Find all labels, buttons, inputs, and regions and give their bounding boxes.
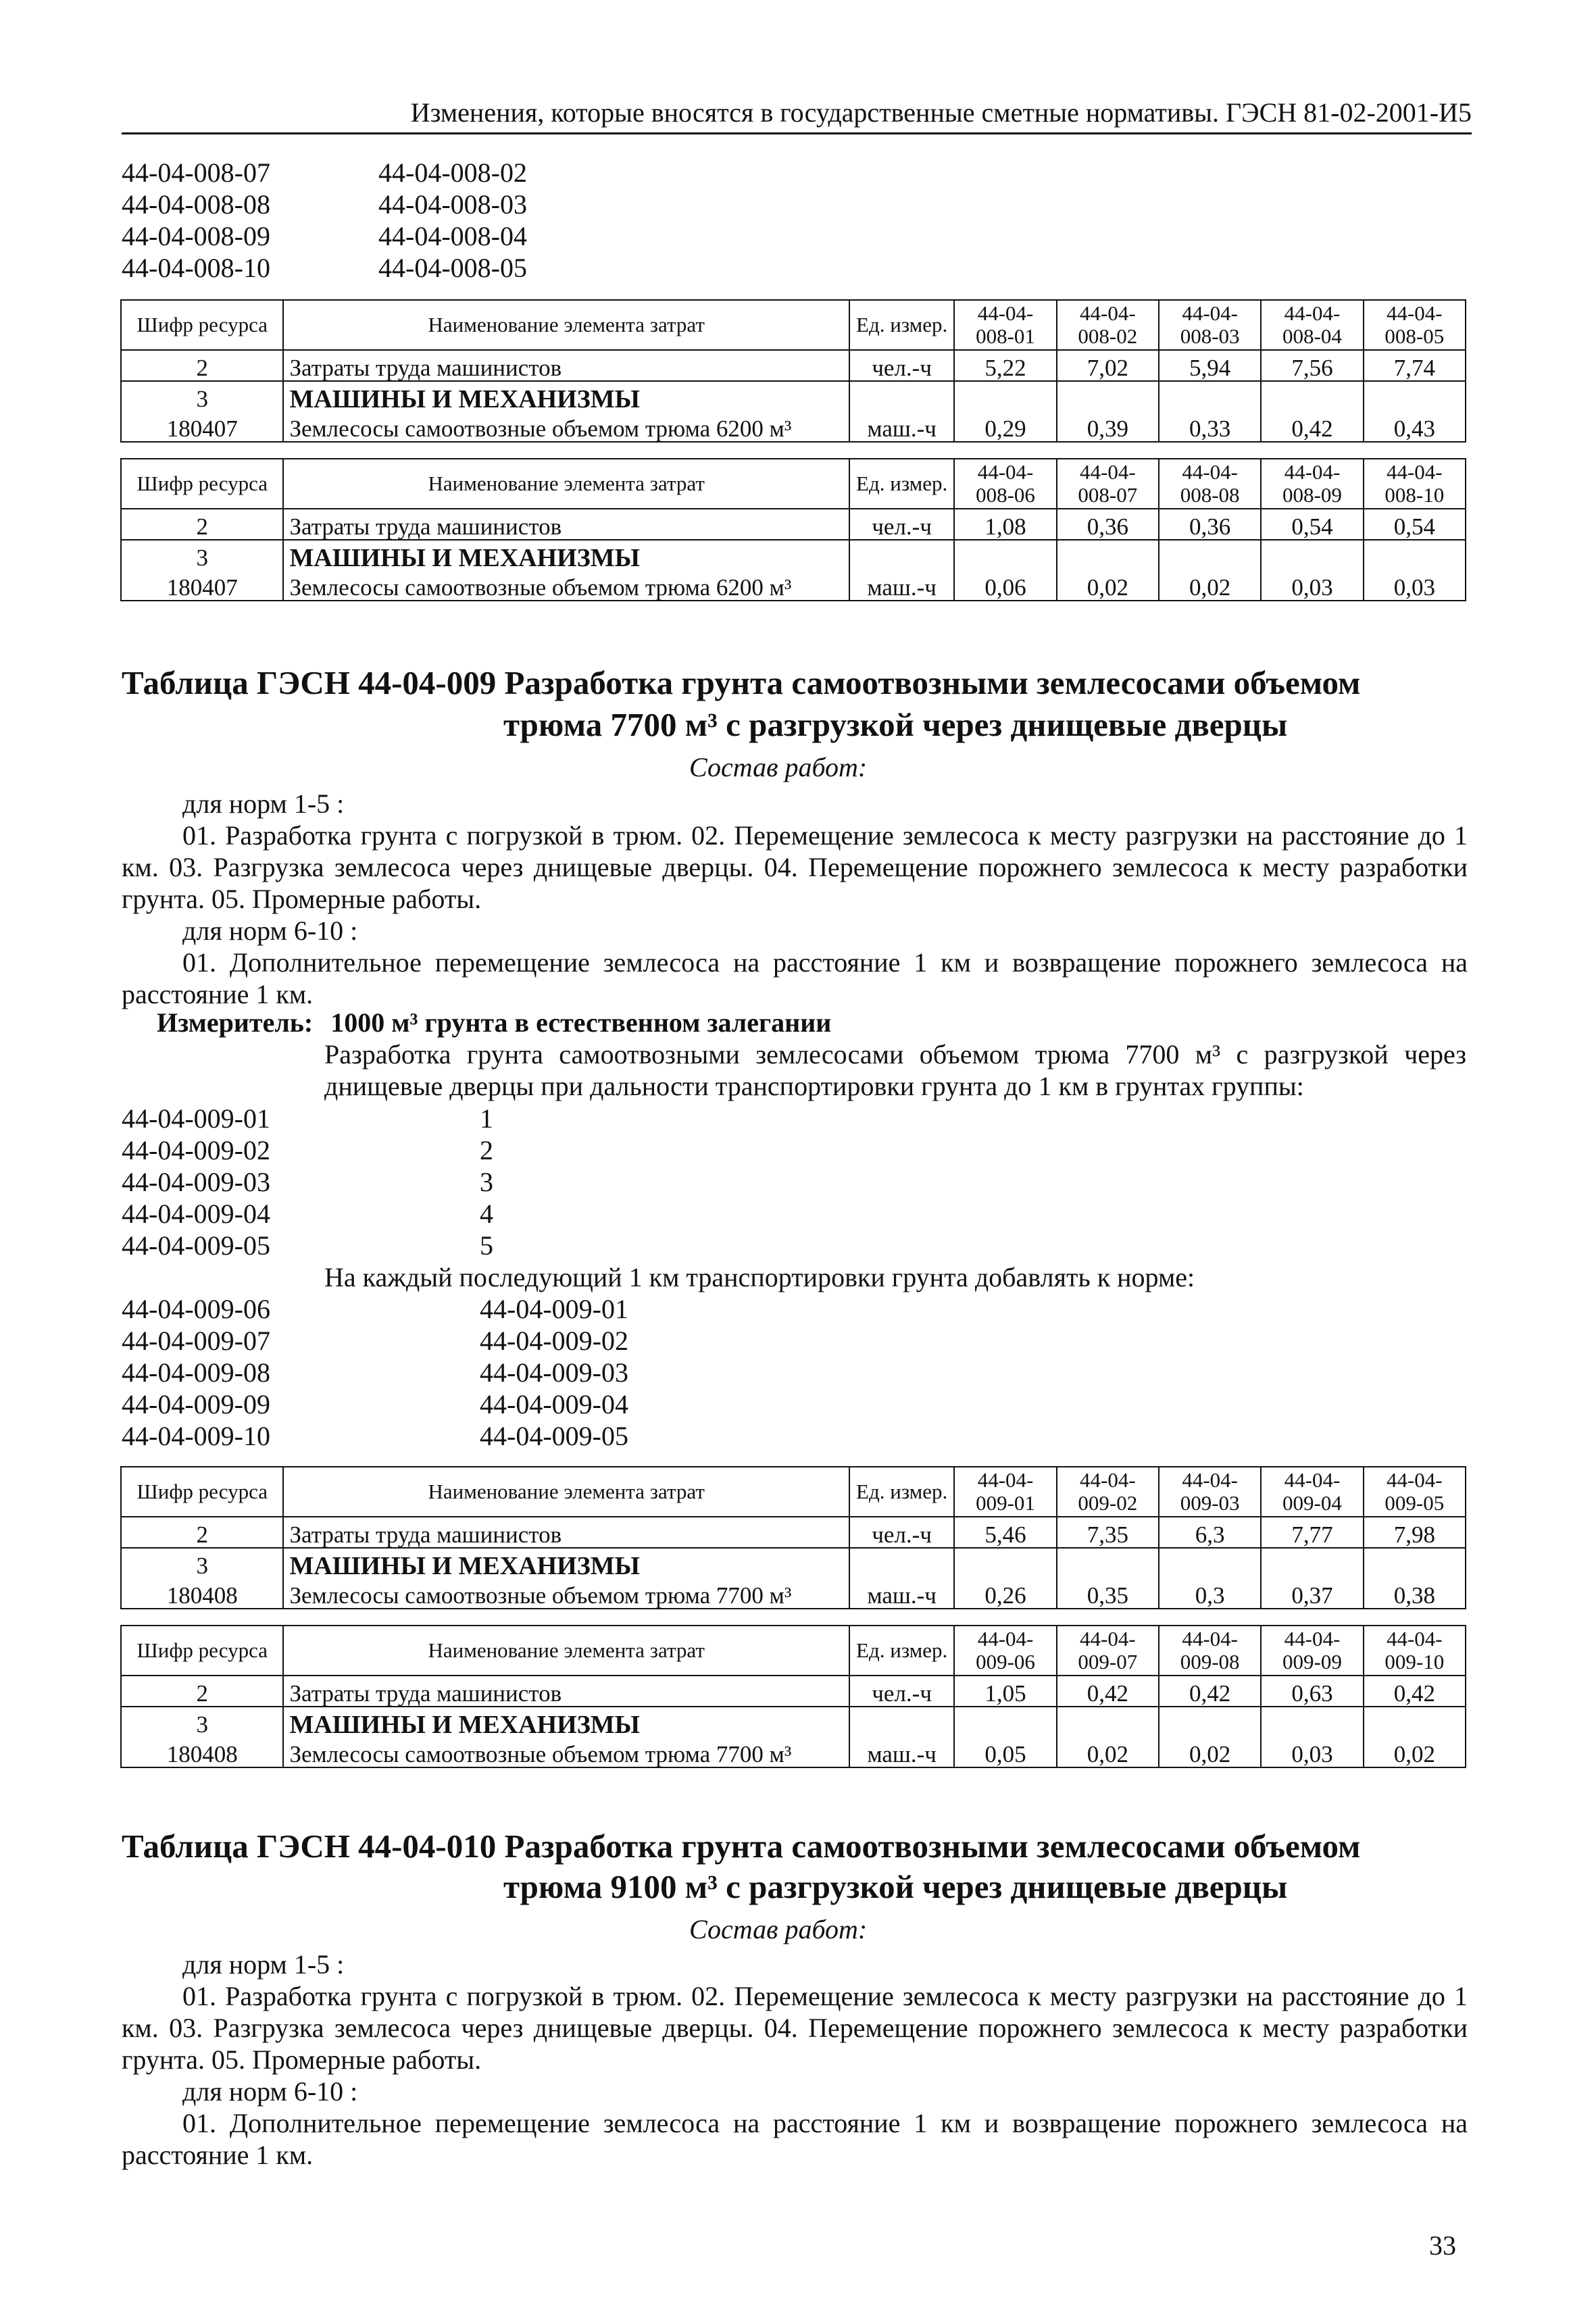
cell-unit: чел.-ч (849, 350, 954, 381)
cell-section-title: МАШИНЫ И МЕХАНИЗМЫ (283, 1548, 849, 1578)
ref-row (122, 252, 527, 284)
cell-value: 0,03 (1261, 1737, 1363, 1767)
add-ref-row (122, 1357, 628, 1388)
cell-name: Землесосы самоотвозные объемом трюма 6200 м³ (283, 411, 849, 442)
table-header-row (121, 1626, 1466, 1676)
cell-value: 1,05 (954, 1676, 1056, 1707)
cell-value: 0,03 (1364, 570, 1466, 601)
header-code: Шифр ресурса (121, 1626, 283, 1676)
ref-row (122, 188, 527, 220)
cell-value: 0,43 (1364, 411, 1466, 442)
table-row (121, 1578, 1466, 1609)
norms-label: для норм 6-10 : (182, 915, 358, 946)
norm-description: Разработка грунта самоотвозными землесосами объемом трюма 7700 м³ с разгрузкой через днищевые дверцы при дальности транспортировки грунта до 1 км в грунтах группы: (324, 1039, 1466, 1101)
meter-value: 1000 м³ грунта в естественном залегании (330, 1007, 832, 1038)
ref-code: 44-04-008-07 (122, 157, 270, 188)
add-ref-target: 44-04-009-02 (480, 1326, 628, 1356)
section-title-010-line2: трюма 9100 м³ с разгрузкой через днищевые дверцы (503, 1868, 1288, 1905)
header-col: 44-04-008-08 (1159, 459, 1261, 509)
cell-value: 0,35 (1057, 1578, 1159, 1609)
cell-value: 7,02 (1057, 350, 1159, 381)
cell-value: 0,36 (1159, 509, 1261, 540)
cell-value: 5,94 (1159, 350, 1261, 381)
header-col: 44-04-009-09 (1261, 1626, 1363, 1676)
table-row (121, 350, 1466, 381)
composition-heading: Состав работ: (689, 1914, 868, 1944)
cell-empty (1057, 381, 1159, 411)
cell-name: Затраты труда машинистов (283, 1517, 849, 1548)
norms-text: 01. Дополнительное перемещение землесоса на расстояние 1 км и возвращение порожнего землесоса на расстояние 1 км. (122, 947, 1468, 1009)
cell-code: 2 (121, 509, 283, 540)
cell-value: 0,38 (1364, 1578, 1466, 1609)
norm-table-008-06-10 (120, 458, 1466, 601)
header-col: 44-04-008-04 (1261, 300, 1363, 350)
cell-value: 5,22 (954, 350, 1056, 381)
group-value: 1 (480, 1103, 493, 1134)
add-ref-target: 44-04-009-03 (480, 1357, 628, 1388)
cell-code: 2 (121, 1517, 283, 1548)
table-header-row (121, 1467, 1466, 1517)
add-ref-row (122, 1420, 628, 1452)
cell-empty (1057, 1707, 1159, 1737)
group-value: 3 (480, 1167, 493, 1197)
cell-empty (1364, 1548, 1466, 1578)
cell-value: 0,02 (1159, 1737, 1261, 1767)
add-ref-list (122, 1293, 628, 1452)
cell-empty (1261, 1707, 1363, 1737)
cell-section-title: МАШИНЫ И МЕХАНИЗМЫ (283, 381, 849, 411)
composition-heading: Состав работ: (689, 752, 868, 782)
add-ref-target: 44-04-009-04 (480, 1389, 628, 1419)
cell-value: 7,98 (1364, 1517, 1466, 1548)
ref-row (122, 157, 527, 188)
add-ref-code: 44-04-009-09 (122, 1389, 270, 1419)
composition-text-009 (122, 788, 1468, 1010)
cell-value: 5,46 (954, 1517, 1056, 1548)
norms-label: для норм 1-5 : (182, 788, 345, 819)
table-row (121, 570, 1466, 601)
cell-value: 0,03 (1261, 570, 1363, 601)
header-col: 44-04-009-10 (1364, 1626, 1466, 1676)
cell-value: 0,02 (1364, 1737, 1466, 1767)
cell-value: 6,3 (1159, 1517, 1261, 1548)
cell-code: 2 (121, 1676, 283, 1707)
table-row (121, 1517, 1466, 1548)
header-col: 44-04-008-02 (1057, 300, 1159, 350)
header-code: Шифр ресурса (121, 459, 283, 509)
cell-value: 7,56 (1261, 350, 1363, 381)
cell-empty (1261, 381, 1363, 411)
cell-code: 180408 (121, 1737, 283, 1767)
cell-empty (1364, 381, 1466, 411)
header-unit: Ед. измер. (849, 459, 954, 509)
header-col: 44-04-008-03 (1159, 300, 1261, 350)
cell-code: 180408 (121, 1578, 283, 1609)
cell-value: 7,35 (1057, 1517, 1159, 1548)
cell-section-title: МАШИНЫ И МЕХАНИЗМЫ (283, 1707, 849, 1737)
page-number: 33 (1429, 2230, 1456, 2261)
ref-code: 44-04-008-08 (122, 189, 270, 220)
norms-text: 01. Разработка грунта с погрузкой в трюм. 02. Перемещение землесоса к месту разгрузки на расстояние до 1 км. 03. Разгрузка землесоса через днищевые дверцы. 04. Перемещение порожнего землесоса к месту разработки грунта. 05. Промерные работы. (122, 820, 1468, 914)
cell-empty (1159, 1548, 1261, 1578)
add-ref-target: 44-04-009-05 (480, 1421, 628, 1451)
cell-unit: маш.-ч (849, 570, 954, 601)
header-col: 44-04-009-07 (1057, 1626, 1159, 1676)
ref-code: 44-04-008-10 (122, 253, 270, 283)
group-value: 4 (480, 1199, 493, 1229)
ref-code: 44-04-008-09 (122, 221, 270, 251)
table-header-row (121, 300, 1466, 350)
cell-name: Затраты труда машинистов (283, 509, 849, 540)
norm-table-009-01-05 (120, 1466, 1466, 1609)
meter-line (157, 1007, 831, 1038)
add-ref-code: 44-04-009-10 (122, 1421, 270, 1451)
cell-value: 0,39 (1057, 411, 1159, 442)
header-col: 44-04-009-08 (1159, 1626, 1261, 1676)
norms-label: для норм 6-10 : (182, 2076, 358, 2107)
cell-empty (1057, 540, 1159, 570)
cell-name: Землесосы самоотвозные объемом трюма 7700 м³ (283, 1578, 849, 1609)
cell-unit: маш.-ч (849, 1737, 954, 1767)
cell-value: 0,26 (954, 1578, 1056, 1609)
ref-target: 44-04-008-02 (378, 157, 527, 188)
cell-name: Землесосы самоотвозные объемом трюма 6200 м³ (283, 570, 849, 601)
add-ref-row (122, 1325, 628, 1357)
add-ref-code: 44-04-009-08 (122, 1357, 270, 1388)
header-unit: Ед. измер. (849, 1626, 954, 1676)
cell-empty (1364, 540, 1466, 570)
cell-value: 0,54 (1364, 509, 1466, 540)
cell-value: 0,29 (954, 411, 1056, 442)
group-row (122, 1103, 493, 1134)
group-code: 44-04-009-04 (122, 1199, 270, 1229)
add-ref-code: 44-04-009-06 (122, 1294, 270, 1324)
cell-unit: маш.-ч (849, 411, 954, 442)
group-row (122, 1230, 493, 1261)
cell-code: 3 (121, 1548, 283, 1578)
table-row (121, 381, 1466, 411)
cell-empty (1159, 540, 1261, 570)
norm-table-009-06-10 (120, 1625, 1466, 1768)
header-unit: Ед. измер. (849, 300, 954, 350)
norms-text: 01. Разработка грунта с погрузкой в трюм. 02. Перемещение землесоса к месту разгрузки на расстояние до 1 км. 03. Разгрузка землесоса через днищевые дверцы. 04. Перемещение порожнего землесоса к месту разработки грунта. 05. Промерные работы. (122, 1981, 1468, 2075)
group-code: 44-04-009-05 (122, 1230, 270, 1261)
cell-unit: чел.-ч (849, 1676, 954, 1707)
header-name: Наименование элемента затрат (283, 1467, 849, 1517)
cell-unit: маш.-ч (849, 1578, 954, 1609)
cell-empty (954, 540, 1056, 570)
add-ref-code: 44-04-009-07 (122, 1326, 270, 1356)
cell-value: 0,54 (1261, 509, 1363, 540)
table-row (121, 540, 1466, 570)
cell-value: 0,36 (1057, 509, 1159, 540)
cell-empty (954, 381, 1056, 411)
add-per-km-text: На каждый последующий 1 км транспортировки грунта добавлять к норме: (324, 1262, 1195, 1292)
header-col: 44-04-008-10 (1364, 459, 1466, 509)
meter-label: Измеритель: (157, 1007, 314, 1038)
cell-code: 180407 (121, 570, 283, 601)
header-col: 44-04-008-09 (1261, 459, 1363, 509)
group-code: 44-04-009-03 (122, 1167, 270, 1197)
cell-empty (1261, 540, 1363, 570)
ref-target: 44-04-008-04 (378, 221, 527, 251)
cell-value: 0,42 (1261, 411, 1363, 442)
cell-value: 0,42 (1364, 1676, 1466, 1707)
norms-label: для норм 1-5 : (182, 1949, 345, 1980)
table-row (121, 411, 1466, 442)
cell-unit: чел.-ч (849, 1517, 954, 1548)
ref-target: 44-04-008-03 (378, 189, 527, 220)
table-row (121, 1548, 1466, 1578)
cell-name: Землесосы самоотвозные объемом трюма 7700 м³ (283, 1737, 849, 1767)
header-col: 44-04-009-03 (1159, 1467, 1261, 1517)
cell-value: 0,42 (1057, 1676, 1159, 1707)
composition-text-010 (122, 1948, 1468, 2171)
header-col: 44-04-009-06 (954, 1626, 1056, 1676)
cell-code: 2 (121, 350, 283, 381)
group-row (122, 1198, 493, 1230)
cell-empty (1261, 1548, 1363, 1578)
cell-empty (849, 540, 954, 570)
ref-target: 44-04-008-05 (378, 253, 527, 283)
cell-value: 0,02 (1057, 570, 1159, 601)
cell-value: 0,05 (954, 1737, 1056, 1767)
table-row (121, 509, 1466, 540)
cell-empty (849, 381, 954, 411)
cell-value: 0,02 (1159, 570, 1261, 601)
cell-value: 0,37 (1261, 1578, 1363, 1609)
cell-empty (849, 1707, 954, 1737)
group-row (122, 1134, 493, 1166)
group-code: 44-04-009-01 (122, 1103, 270, 1134)
cell-empty (1159, 1707, 1261, 1737)
cell-value: 0,63 (1261, 1676, 1363, 1707)
cell-code: 3 (121, 540, 283, 570)
header-name: Наименование элемента затрат (283, 300, 849, 350)
group-value: 2 (480, 1135, 493, 1165)
top-ref-list (122, 157, 527, 284)
ref-row (122, 220, 527, 252)
section-title-010: Таблица ГЭСН 44-04-010 Разработка грунта самоотвозными землесосами объемом (122, 1828, 1361, 1865)
cell-code: 3 (121, 1707, 283, 1737)
header-name: Наименование элемента затрат (283, 459, 849, 509)
group-value: 5 (480, 1230, 493, 1261)
header-col: 44-04-009-05 (1364, 1467, 1466, 1517)
cell-empty (1057, 1548, 1159, 1578)
add-ref-row (122, 1388, 628, 1420)
add-ref-row (122, 1293, 628, 1325)
cell-value: 0,3 (1159, 1578, 1261, 1609)
cell-value: 0,06 (954, 570, 1056, 601)
cell-value: 0,42 (1159, 1676, 1261, 1707)
cell-value: 1,08 (954, 509, 1056, 540)
table-row (121, 1737, 1466, 1767)
header-col: 44-04-008-06 (954, 459, 1056, 509)
norms-text: 01. Дополнительное перемещение землесоса на расстояние 1 км и возвращение порожнего землесоса на расстояние 1 км. (122, 2108, 1468, 2170)
header-col: 44-04-009-04 (1261, 1467, 1363, 1517)
group-row (122, 1166, 493, 1198)
header-col: 44-04-008-05 (1364, 300, 1466, 350)
header-col: 44-04-008-07 (1057, 459, 1159, 509)
norm-table-008-01-05 (120, 299, 1466, 443)
cell-code: 3 (121, 381, 283, 411)
section-title-009: Таблица ГЭСН 44-04-009 Разработка грунта самоотвозными землесосами объемом (122, 664, 1361, 701)
cell-value: 7,74 (1364, 350, 1466, 381)
cell-code: 180407 (121, 411, 283, 442)
header-col: 44-04-008-01 (954, 300, 1056, 350)
cell-empty (1159, 381, 1261, 411)
cell-value: 7,77 (1261, 1517, 1363, 1548)
cell-name: Затраты труда машинистов (283, 1676, 849, 1707)
cell-value: 0,02 (1057, 1737, 1159, 1767)
group-code: 44-04-009-02 (122, 1135, 270, 1165)
cell-section-title: МАШИНЫ И МЕХАНИЗМЫ (283, 540, 849, 570)
cell-empty (954, 1707, 1056, 1737)
header-code: Шифр ресурса (121, 300, 283, 350)
cell-name: Затраты труда машинистов (283, 350, 849, 381)
running-header: Изменения, которые вносятся в государственные сметные нормативы. ГЭСН 81-02-2001-И5 (122, 93, 1472, 134)
cell-value: 0,33 (1159, 411, 1261, 442)
header-unit: Ед. измер. (849, 1467, 954, 1517)
table-row (121, 1676, 1466, 1707)
cell-empty (1364, 1707, 1466, 1737)
table-header-row (121, 459, 1466, 509)
header-col: 44-04-009-02 (1057, 1467, 1159, 1517)
header-col: 44-04-009-01 (954, 1467, 1056, 1517)
cell-unit: чел.-ч (849, 509, 954, 540)
cell-empty (954, 1548, 1056, 1578)
header-code: Шифр ресурса (121, 1467, 283, 1517)
table-row (121, 1707, 1466, 1737)
cell-empty (849, 1548, 954, 1578)
header-name: Наименование элемента затрат (283, 1626, 849, 1676)
add-ref-target: 44-04-009-01 (480, 1294, 628, 1324)
group-list (122, 1103, 493, 1261)
section-title-009-line2: трюма 7700 м³ с разгрузкой через днищевые дверцы (503, 706, 1288, 743)
